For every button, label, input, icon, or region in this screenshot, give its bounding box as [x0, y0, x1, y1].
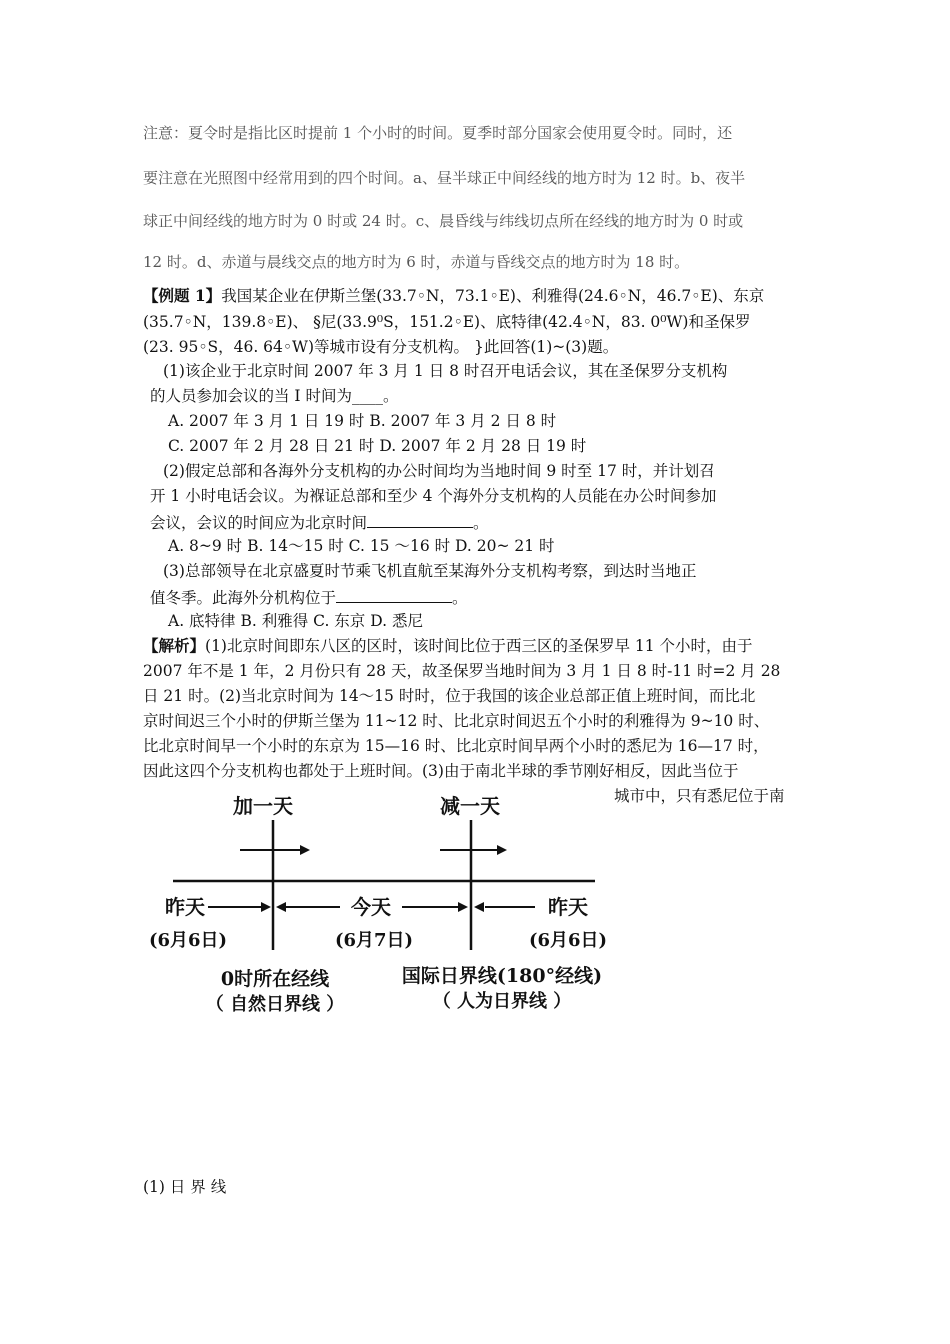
example-intro-text: 我国某企业在伊斯兰堡(33.7◦N，73.1◦E)、利雅得(24.6◦N，46.7◦E)、东京 [221, 287, 765, 305]
example-intro-2: (35.7◦N，139.8◦E)、 §尼(33.9⁰S，151.2◦E)、底特律(42.4◦N，83. 0⁰W)和圣保罗 [143, 313, 751, 331]
q1-line-1: (1)该企业于北京时间 2007 年 3 月 1 日 8 时召开电话会议，其在圣保罗分支机构 [163, 362, 728, 380]
subheading-date-line: (1) 日 界 线 [143, 1178, 227, 1196]
q3-options: A. 底特律 B. 利雅得 C. 东京 D. 悉尼 [168, 612, 423, 630]
add-day-arrow [240, 845, 310, 855]
idl-title: 国际日界线(180°经线) [401, 965, 603, 987]
q2-line-1: (2)假定总部和各海外分支机构的办公时间均为当地时间 9 时至 17 时，并计划召 [163, 462, 715, 480]
q3-answer-blank [336, 588, 452, 603]
q2-end: 。 [473, 514, 489, 532]
analysis-text-1: (1)北京时间即东八区的区时，该时间比位于西三区的圣保罗早 11 个小时，由于 [205, 637, 753, 655]
q3-line-2 [150, 588, 822, 606]
date-left-label: (6月6日) [148, 930, 228, 951]
today-right-arrow [402, 902, 468, 912]
example-intro-3: (23. 95◦S，46. 64◦W)等城市设有分支机构。 }此回答(1)~(3)题。 [143, 338, 619, 356]
date-right-label: (6月6日) [528, 930, 608, 951]
q3-end: 。 [452, 589, 468, 607]
q1-option-cd: C. 2007 年 2 月 28 日 21 时 D. 2007 年 2 月 28 日 19 时 [168, 437, 587, 455]
yesterday-right-arrow [474, 902, 535, 912]
analysis-line-1 [143, 638, 815, 654]
today-label: 今天 [351, 895, 391, 919]
date-mid-label: (6月7日) [334, 930, 414, 951]
midnight-meridian-subtitle: （ 自然日界线 ） [205, 994, 345, 1015]
analysis-line-3: 日 21 时。(2)当北京时间为 14～15 时时，位于我国的该企业总部正值上班时间，而比北 [143, 687, 756, 705]
note-line-3: 球正中间经线的地方时为 0 时或 24 时。c、晨昏线与纬线切点所在经线的地方时为 0 时或 [143, 212, 744, 230]
sub-day-label: 减一天 [440, 794, 500, 818]
analysis-line-6: 因此这四个分支机构也都处于上班时间。(3)由于南北半球的季节刚好相反，因此当位于 [143, 762, 739, 780]
yesterday-left-arrow [208, 902, 271, 912]
q3-line-1: (3)总部领导在北京盛夏时节乘飞机直航至某海外分支机构考察，到达时当地正 [163, 562, 697, 580]
q1-line-2: 的人员参加会议的当 I 时间为____。 [150, 387, 399, 405]
add-day-label: 加一天 [233, 794, 293, 818]
analysis-line-4: 京时间迟三个小时的伊斯兰堡为 11~12 时、比北京时间迟五个小时的利雅得为 9~10 时、 [143, 712, 770, 730]
example-intro-1 [143, 288, 815, 304]
analysis-partial-line: 城市中，只有悉尼位于南 [614, 787, 785, 805]
analysis-line-5: 比北京时间早一个小时的东京为 15—16 时、比北京时间早两个小时的悉尼为 16—17 时， [143, 737, 769, 755]
note-line-1: 注意：夏令时是指比区时提前 1 个小时的时间。夏季时部分国家会使用夏令时。同时，还 [143, 124, 733, 142]
q2-answer-blank [367, 513, 473, 528]
note-line-4: 12 时。d、赤道与晨线交点的地方时为 6 时，赤道与昏线交点的地方时为 18 时。 [143, 253, 690, 271]
midnight-meridian-title: 0时所在经线 [220, 968, 330, 990]
q2-line-2: 开 1 小时电话会议。为褓证总部和至少 4 个海外分支机构的人员能在办公时间参加 [150, 487, 717, 505]
analysis-line-2: 2007 年不是 1 年，2 月份只有 28 天，故圣保罗当地时间为 3 月 1 日 8 时-11 时=2 月 28 [143, 662, 781, 680]
idl-subtitle: （ 人为日界线 ） [432, 991, 572, 1012]
q2-line-3 [150, 513, 822, 531]
analysis-label: 【解析】 [143, 636, 206, 655]
note-line-2: 要注意在光照图中经常用到的四个时间。a、昼半球正中间经线的地方时为 12 时。b、夜半 [143, 169, 746, 187]
date-line-diagram [140, 790, 620, 1020]
q2-line-3-text: 会议，会议的时间应为北京时间 [150, 514, 368, 532]
yesterday-left-label: 昨天 [165, 895, 205, 919]
example-title: 【例题 1】 [143, 286, 222, 305]
q2-options: A. 8~9 时 B. 14～15 时 C. 15 ～16 时 D. 20~ 21 时 [168, 537, 555, 555]
sub-day-arrow [440, 845, 507, 855]
q3-line-2-text: 值冬季。此海外分机构位于 [150, 589, 337, 607]
yesterday-right-label: 昨天 [548, 895, 588, 919]
today-left-arrow [276, 902, 340, 912]
q1-option-ab: A. 2007 年 3 月 1 日 19 时 B. 2007 年 3 月 2 日 8 时 [168, 412, 557, 430]
